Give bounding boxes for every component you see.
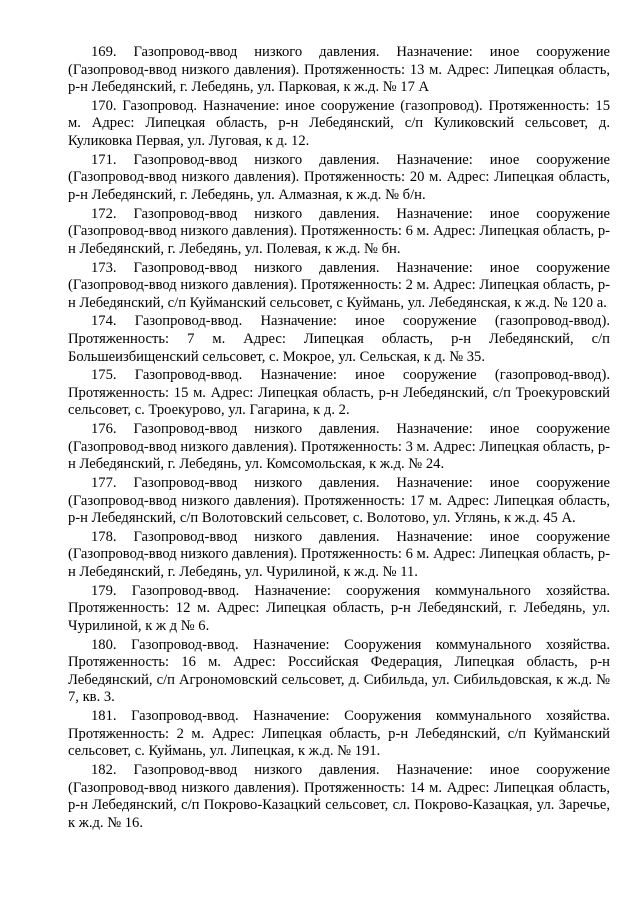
list-item-182: 182. Газопровод-ввод низкого давления. Назначение: иное сооружение (Газопровод-ввод низкого давления). Протяженность: 14 м. Адрес: Липецкая область, р-н Лебедянский, с/п Покрово-Казацкий сельсовет, сл. Покрово-Казацкая, ул. Заречье, к ж.д. № 16. [68, 761, 610, 831]
list-item-177: 177. Газопровод-ввод низкого давления. Назначение: иное сооружение (Газопровод-ввод низкого давления). Протяженность: 17 м. Адрес: Липецкая область, р-н Лебедянский, с/п Волотовский сельсовет, с. Волотово, ул. Углянь, к ж.д. 45 А. [68, 475, 610, 527]
document-body [68, 44, 610, 833]
list-item-180: 180. Газопровод-ввод. Назначение: Сооружения коммунального хозяйства. Протяженность: 16 м. Адрес: Российская Федерация, Липецкая область, р-н Лебедянский, с/п Агрономовский сельсовет, д. Сибильда, ул. Сибильдовская, к ж.д. № 7, кв. 3. [68, 636, 610, 706]
list-item-179: 179. Газопровод-ввод. Назначение: сооружения коммунального хозяйства. Протяженность: 12 м. Адрес: Липецкая область, р-н Лебедянский, г. Лебедянь, ул. Чурилиной, к ж д № 6. [68, 582, 610, 634]
list-item-176: 176. Газопровод-ввод низкого давления. Назначение: иное сооружение (Газопровод-ввод низкого давления). Протяженность: 3 м. Адрес: Липецкая область, р-н Лебедянский, г. Лебедянь, ул. Комсомольская, к ж.д. № 24. [68, 421, 610, 473]
list-item-175: 175. Газопровод-ввод. Назначение: иное сооружение (газопровод-ввод). Протяженность: 15 м. Адрес: Липецкая область, р-н Лебедянский, с/п Троекуровский сельсовет, с. Троекурово, ул. Гагарина, к д. 2. [68, 367, 610, 419]
list-item-169: 169. Газопровод-ввод низкого давления. Назначение: иное сооружение (Газопровод-ввод низкого давления). Протяженность: 13 м. Адрес: Липецкая область, р-н Лебедянский, г. Лебедянь, ул. Парковая, к ж.д. № 17 А [68, 44, 610, 96]
list-item-174: 174. Газопровод-ввод. Назначение: иное сооружение (газопровод-ввод). Протяженность: 7 м. Адрес: Липецкая область, р-н Лебедянский, с/п Большеизбищенский сельсовет, с. Мокрое, ул. Сельская, к д. № 35. [68, 313, 610, 365]
list-item-173: 173. Газопровод-ввод низкого давления. Назначение: иное сооружение (Газопровод-ввод низкого давления). Протяженность: 2 м. Адрес: Липецкая область, р-н Лебедянский, с/п Куйманский сельсовет, с Куймань, ул. Лебедянская, к ж.д. № 120 а. [68, 259, 610, 311]
list-item-181: 181. Газопровод-ввод. Назначение: Сооружения коммунального хозяйства. Протяженность: 2 м. Адрес: Липецкая область, р-н Лебедянский, с/п Куйманский сельсовет, с. Куймань, ул. Липецкая, к ж.д. № 191. [68, 708, 610, 760]
list-item-178: 178. Газопровод-ввод низкого давления. Назначение: иное сооружение (Газопровод-ввод низкого давления). Протяженность: 6 м. Адрес: Липецкая область, р-н Лебедянский, г. Лебедянь, ул. Чурилиной, к ж.д. № 11. [68, 528, 610, 581]
list-item-171: 171. Газопровод-ввод низкого давления. Назначение: иное сооружение (Газопровод-ввод низкого давления). Протяженность: 20 м. Адрес: Липецкая область, р-н Лебедянский, г. Лебедянь, ул. Алмазная, к ж.д. № б/н. [68, 151, 610, 203]
list-item-172: 172. Газопровод-ввод низкого давления. Назначение: иное сооружение (Газопровод-ввод низкого давления). Протяженность: 6 м. Адрес: Липецкая область, р-н Лебедянский, г. Лебедянь, ул. Полевая, к ж.д. № бн. [68, 205, 610, 257]
list-item-170: 170. Газопровод. Назначение: иное сооружение (газопровод). Протяженность: 15 м. Адрес: Липецкая область, р-н Лебедянский, с/п Куликовский сельсовет, д. Куликовка Первая, ул. Луговая, к д. 12. [68, 97, 610, 150]
